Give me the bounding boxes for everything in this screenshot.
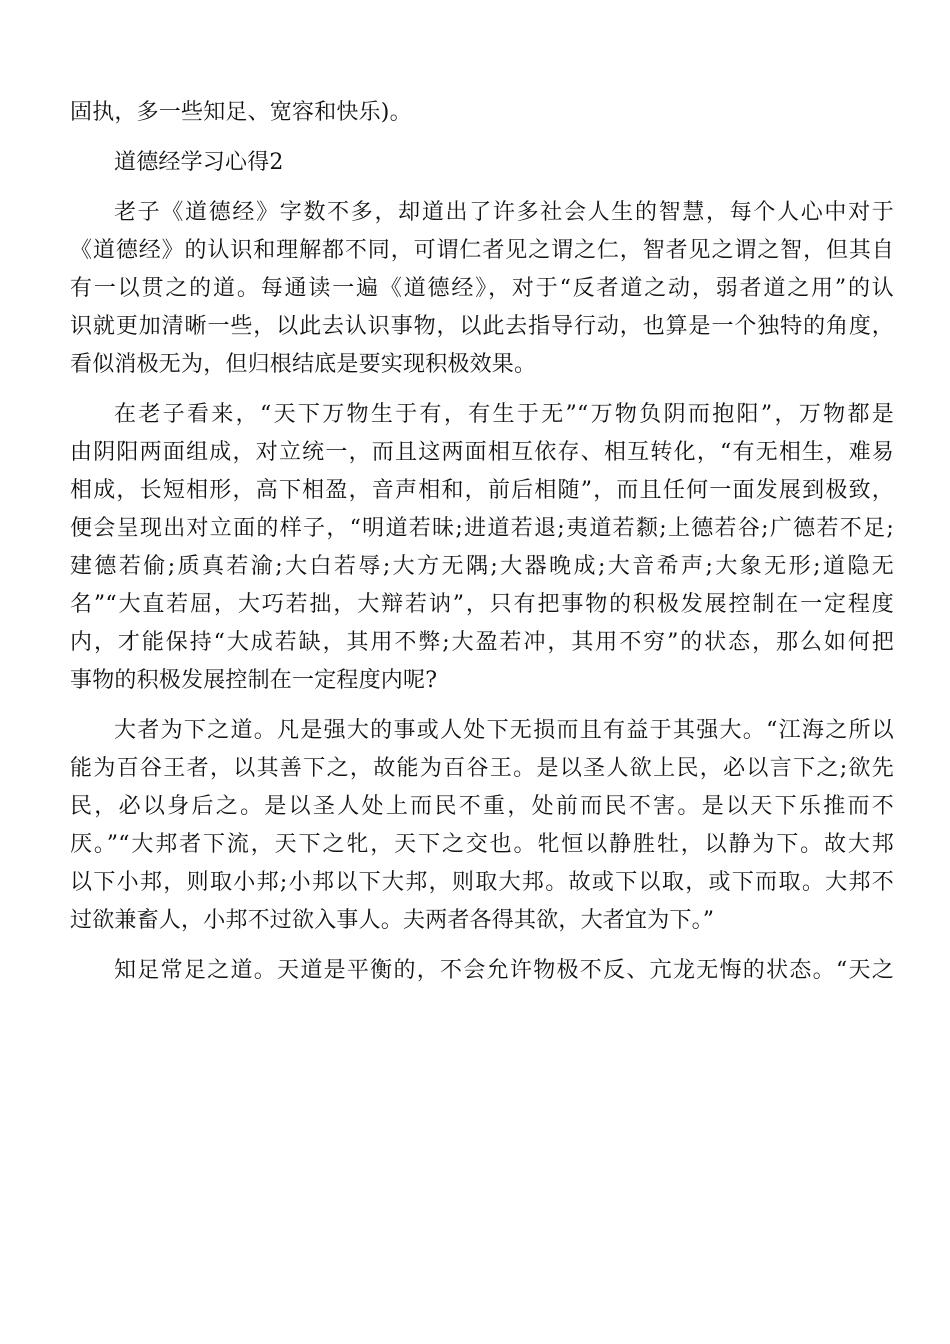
text-line: 看似消极无为，但归根结底是要实现积极效果。 — [70, 352, 537, 377]
text-line: 知足常足之道。天道是平衡的，不会允许物极不反、亢龙无悔的状态。“天之 — [114, 958, 894, 983]
text-line: 有一以贯之的道。每通读一遍《道德经》，对于“反者道之动，弱者道之用”的认 — [70, 276, 894, 301]
heading-text: 道德经学习心得2 — [114, 150, 284, 175]
text-line: 以下小邦，则取小邦;小邦以下大邦，则取大邦。故或下以取，或下而取。大邦不 — [70, 870, 894, 895]
text-line: 能为百谷王者，以其善下之，故能为百谷王。是以圣人欲上民，必以言下之;欲先 — [70, 756, 894, 781]
text-line: 事物的积极发展控制在一定程度内呢? — [70, 668, 438, 693]
text-line: 内，才能保持“大成若缺，其用不弊;大盈若冲，其用不穷”的状态，那么如何把 — [70, 630, 894, 655]
paragraph-4 — [70, 952, 894, 990]
paragraph-gap — [70, 700, 894, 712]
paragraph-1 — [70, 194, 894, 384]
paragraph-2 — [70, 396, 894, 700]
paragraph-gap — [70, 384, 894, 396]
text-line: 《道德经》的认识和理解都不同，可谓仁者见之谓之仁，智者见之谓之智，但其自 — [70, 238, 894, 263]
paragraph-3 — [70, 712, 894, 940]
paragraph-gap — [70, 132, 894, 144]
text-line: 过欲兼畜人，小邦不过欲入事人。夫两者各得其欲，大者宜为下。” — [70, 908, 715, 933]
section-heading — [70, 144, 894, 182]
paragraph-gap — [70, 940, 894, 952]
text-line: 建德若偷;质真若渝;大白若辱;大方无隅;大器晚成;大音希声;大象无形;道隐无 — [70, 554, 894, 579]
text-line: 便会呈现出对立面的样子，“明道若昧;进道若退;夷道若颣;上德若谷;广德若不足; — [70, 516, 894, 541]
text-line: 由阴阳两面组成，对立统一，而且这两面相互依存、相互转化，“有无相生，难易 — [70, 440, 894, 465]
text-line: 厌。”“大邦者下流，天下之牝，天下之交也。牝恒以静胜牡，以静为下。故大邦 — [70, 832, 894, 857]
text-line: 识就更加清晰一些，以此去认识事物，以此去指导行动，也算是一个独特的角度， — [70, 314, 894, 339]
text-line: 老子《道德经》字数不多，却道出了许多社会人生的智慧，每个人心中对于 — [114, 200, 894, 225]
paragraph-gap — [70, 182, 894, 194]
text-line: 在老子看来，“天下万物生于有，有生于无”“万物负阴而抱阳”，万物都是 — [114, 402, 894, 427]
document-body — [70, 94, 894, 990]
paragraph-continuation — [70, 94, 894, 132]
text-line: 相成，长短相形，高下相盈，音声相和，前后相随”，而且任何一面发展到极致， — [70, 478, 894, 503]
text-line: 名”“大直若屈，大巧若拙，大辩若讷”，只有把事物的积极发展控制在一定程度 — [70, 592, 894, 617]
text-line: 大者为下之道。凡是强大的事或人处下无损而且有益于其强大。“江海之所以 — [114, 718, 894, 743]
text-line: 民，必以身后之。是以圣人处上而民不重，处前而民不害。是以天下乐推而不 — [70, 794, 894, 819]
text-line: 固执，多一些知足、宽容和快乐)。 — [70, 100, 412, 125]
